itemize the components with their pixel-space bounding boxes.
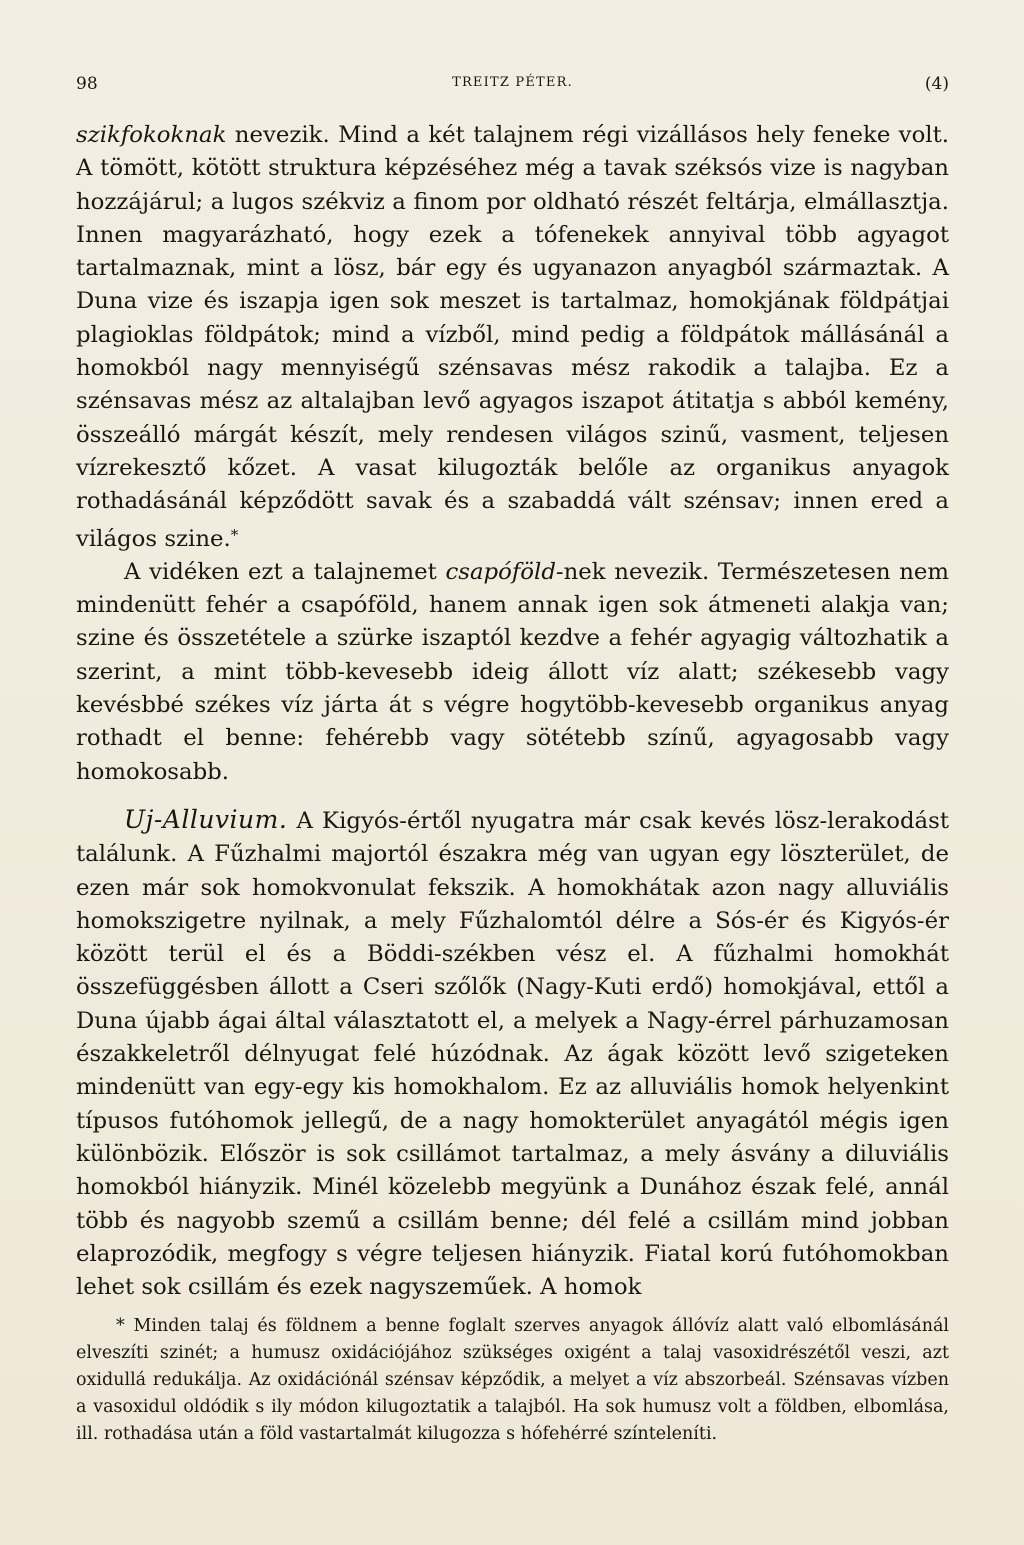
footnote-mark: *: [230, 525, 239, 544]
main-text: [76, 119, 949, 1304]
footnote-text: * Minden talaj és földnem a benne foglalt szerves anyagok állóvíz alatt való elbomlásánál elveszíti szinét; a humusz oxidációjához szükséges oxigént a talaj vasoxidrészétől veszi, azt oxidullá redukálja. Az oxidációnál szénsav képződik, a melyet a víz abszorbeál. Szénsavas vízben a vasoxidul oldódik s ily módon kilugoztatik a talajból. Ha sok humusz volt a földben, elbomlása, ill. rothadása után a föld vastartalmát kilugozza s hófehérré színteleníti.: [76, 1316, 949, 1444]
italic-term-szikfokoknak: szikfokoknak: [76, 122, 227, 148]
footnote: [76, 1313, 949, 1448]
page-number: 98: [76, 74, 98, 94]
paragraph-2: [76, 556, 949, 789]
running-title: TREITZ PÉTER.: [452, 75, 573, 90]
section-number: (4): [924, 74, 949, 94]
paragraph-1: [76, 119, 949, 556]
paragraph-3-text: A Kigyós-értől nyugatra már csak kevés lösz-lerakodást találunk. A Fűzhalmi majortól északra még van ugyan egy löszterület, de ezen már sok homokvonulat fekszik. A homokhátak azon nagy alluviális homokszigetre nyilnak, a mely Fűzhalomtól délre a Sós-ér és Kigyós-ér között terül el és a Böddi-székben vész el. A fűzhalmi homokhát összefüggésben állott a Cseri szőlők (Nagy-Kuti erdő) homokjával, ettől a Duna újabb ágai által választatott el, a melyek a Nagy-érrel párhuzamosan északkeletről délnyugat felé húzódnak. Az ágak között levő szigeteken mindenütt van egy-egy kis homokhalom. Ez az alluviális homok helyenkint típusos futóhomok jellegű, de a nagy homokterület anyagától mégis igen különbözik. Először is sok csillámot tartalmaz, a mely ásvány a diluviális homokból hiányzik. Minél közelebb megyünk a Dunához észak felé, annál több és nagyobb szemű a csillám benne; dél felé a csillám mind jobban elaprozódik, megfogy s végre teljesen hiányzik. Fiatal korú futóhomokban lehet sok csillám és ezek nagyszeműek. A homok: [76, 807, 949, 1301]
italic-term-csapofold: csapóföld: [445, 558, 556, 585]
paragraph-2-text: -nek nevezik. Természetesen nem mindenütt fehér a csapóföld, hanem annak igen sok átmeneti alakja van; szine és összetétele a szürke iszaptól kezdve a fehér agyagig változhatik a szerint, a mint több-kevesebb ideig állott víz alatt; székesebb vagy kevésbbé székes víz járta át s végre hogytöbb-kevesebb organikus anyag rothadt el benne: fehérebb vagy sötétebb színű, agyagosabb vagy homokosabb.: [76, 558, 949, 785]
running-header: [76, 74, 949, 96]
section-heading: Uj-Alluvium.: [124, 804, 288, 834]
paragraph-2-start: A vidéken ezt a talajnemet: [124, 558, 446, 585]
paragraph-1-text: nevezik. Mind a két talajnem régi vizállásos hely feneke volt. A tömött, kötött struktura képzéséhez még a tavak széksós vize is nagyban hozzájárul; a lugos székviz a finom por oldható részét feltárja, elmállasztja. Innen magyarázható, hogy ezek a tófenekek annyival több agyagot tartalmaznak, mint a lösz, bár egy és ugyanazon anyagból származtak. A Duna vize és iszapja igen sok meszet is tartalmaz, homokjának földpátjai plagioklas földpátok; mind a vízből, mind pedig a földpátok mállásánál a homokból nagy mennyiségű szénsavas mész rakodik a talajba. Ez a szénsavas mész az altalajban levő agyagos iszapot átitatja s abból kemény, összeálló márgát készít, mely rendesen világos szinű, vasment, teljesen vízrekesztő kőzet. A vasat kilugozták belőle az organikus anyagok rothadásánál képződött savak és a szabaddá vált szénsav; innen ered a világos szine.: [76, 122, 949, 552]
paragraph-3: [76, 803, 949, 1304]
